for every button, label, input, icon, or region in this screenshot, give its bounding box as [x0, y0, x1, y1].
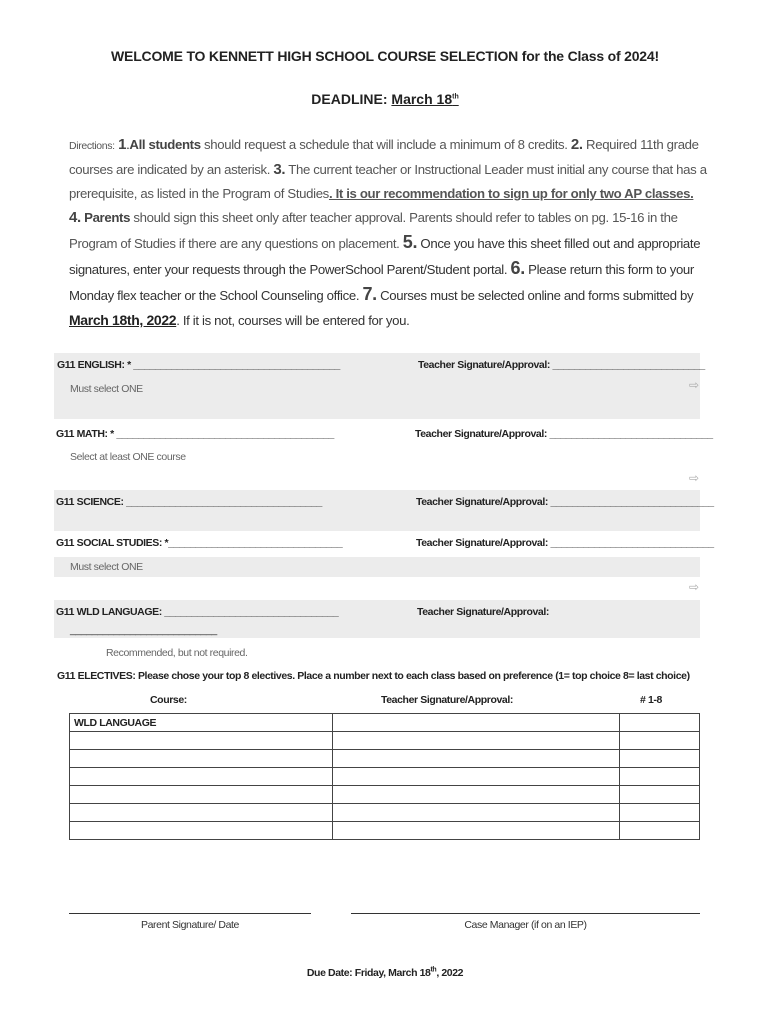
- deadline: [0, 91, 770, 107]
- science-course-field[interactable]: G11 SCIENCE: ____________________________________: [56, 496, 322, 508]
- rank-cell[interactable]: [620, 822, 700, 840]
- course-cell[interactable]: [70, 732, 333, 750]
- teacher-signature-cell[interactable]: [332, 786, 619, 804]
- parent-signature-line[interactable]: [69, 913, 311, 914]
- table-row: [70, 750, 700, 768]
- math-note: Select at least ONE course: [70, 451, 186, 463]
- rank-cell[interactable]: [620, 732, 700, 750]
- step-6-text: Please return this form to your Monday flex teacher or the School Counseling office.: [69, 262, 694, 303]
- step-1-text: should request a schedule that will include a minimum of 8 credits.: [200, 137, 571, 152]
- step-2-number: 2.: [570, 136, 583, 153]
- wld-note: Recommended, but not required.: [106, 647, 248, 659]
- step-1-emphasis: All students: [129, 137, 201, 152]
- deadline-date: March 18th: [391, 91, 459, 107]
- ap-recommendation: . It is our recommendation to sign up for only two AP classes.: [328, 186, 694, 201]
- rank-cell[interactable]: [620, 804, 700, 822]
- right-arrow-icon: ⇨: [689, 471, 700, 485]
- teacher-signature-cell[interactable]: [332, 768, 619, 786]
- social-studies-note-band: [54, 557, 700, 577]
- step-7-number: 7.: [362, 284, 377, 304]
- course-cell[interactable]: [70, 768, 333, 786]
- step-3-number: 3.: [273, 161, 286, 178]
- rank-cell[interactable]: [620, 750, 700, 768]
- electives-instructions: G11 ELECTIVES: Please chose your top 8 electives. Place a number next to each class based on preference (1= top choice 8= last choice): [57, 670, 690, 682]
- english-note: Must select ONE: [70, 383, 143, 395]
- wld-teacher-signature[interactable]: Teacher Signature/Approval:: [417, 606, 549, 618]
- table-row: [70, 804, 700, 822]
- course-cell[interactable]: WLD LANGUAGE: [70, 714, 333, 732]
- table-row: [70, 822, 700, 840]
- table-row: [70, 732, 700, 750]
- social-studies-teacher-signature[interactable]: Teacher Signature/Approval: ______________________________: [416, 537, 714, 549]
- right-arrow-icon: ⇨: [689, 378, 700, 392]
- wld-course-field[interactable]: G11 WLD LANGUAGE: ________________________________: [56, 606, 339, 618]
- table-row: [70, 768, 700, 786]
- step-6-number: 6.: [510, 258, 525, 278]
- course-cell[interactable]: [70, 786, 333, 804]
- course-cell[interactable]: [70, 822, 333, 840]
- course-cell[interactable]: [70, 750, 333, 768]
- step-7-end: . If it is not, courses will be entered for you.: [176, 313, 410, 328]
- step-2-text: Required 11th grade courses are indicated by an asterisk.: [69, 137, 699, 177]
- col-course-header: Course:: [150, 694, 187, 706]
- teacher-signature-cell[interactable]: [332, 714, 619, 732]
- electives-table: [69, 713, 700, 840]
- case-manager-signature-line[interactable]: [351, 913, 700, 914]
- rank-cell[interactable]: [620, 714, 700, 732]
- rank-cell[interactable]: [620, 768, 700, 786]
- right-arrow-icon: ⇨: [689, 580, 700, 594]
- step-3-text: The current teacher or Instructional Leader must initial any course that has a prerequisite, as listed in the Program of Studies: [69, 162, 707, 201]
- parent-signature-label: Parent Signature/ Date: [140, 919, 239, 931]
- directions-paragraph: Directions: 1.All students should request a schedule that will include a minimum of 8 credits. 2. Required 11th grade courses are indicated by an asterisk. 3. The current teacher or Instructional Leader must initial any course that has a prerequisite, as listed in the Program of Studies. It is our recommendation to sign up for only two AP classes. 4. Parents should sign this sheet only after teacher approval. Parents should refer to tables on pg. 15-16 in the Program of Studies if there are any questions on placement. 5. Once you have this sheet filled out and appropriate signatures, enter your requests through the PowerSchool Parent/Student portal. 6. Please return this form to your Monday flex teacher or the School Counseling office. 7. Courses must be selected online and forms submitted by March 18th, 2022. If it is not, courses will be entered for you.: [69, 136, 707, 328]
- step-4-number: 4.: [69, 209, 81, 226]
- science-teacher-signature[interactable]: Teacher Signature/Approval: ______________________________: [416, 496, 714, 508]
- step-5-text: Once you have this sheet filled out and appropriate signatures, enter your requests through the PowerSchool Parent/Student portal.: [69, 236, 701, 277]
- col-rank-header: # 1-8: [640, 694, 662, 706]
- english-teacher-signature[interactable]: Teacher Signature/Approval: ____________________________: [418, 359, 705, 371]
- rank-cell[interactable]: [620, 786, 700, 804]
- step-1-number: 1: [118, 136, 127, 153]
- social-studies-note: Must select ONE: [70, 561, 143, 573]
- page-title: WELCOME TO KENNETT HIGH SCHOOL COURSE SELECTION for the Class of 2024!: [111, 48, 659, 64]
- teacher-signature-cell[interactable]: [332, 822, 619, 840]
- english-course-field[interactable]: G11 ENGLISH: * ______________________________________: [57, 359, 340, 371]
- submission-date: March 18th, 2022: [69, 312, 177, 328]
- col-teacher-header: Teacher Signature/Approval:: [381, 694, 513, 706]
- teacher-signature-cell[interactable]: [332, 732, 619, 750]
- step-4-text: should sign this sheet only after teacher approval. Parents should refer to tables on pg. 15-16 in the Program of Studies if there are any questions on placement.: [69, 210, 678, 251]
- table-row: [70, 714, 700, 732]
- table-row: [70, 786, 700, 804]
- math-teacher-signature[interactable]: Teacher Signature/Approval: ______________________________: [415, 428, 713, 440]
- case-manager-label: Case Manager (if on an IEP): [464, 919, 587, 931]
- step-4-emphasis: Parents: [80, 210, 131, 225]
- social-studies-course-field[interactable]: G11 SOCIAL STUDIES: *________________________________: [56, 537, 343, 549]
- course-cell[interactable]: [70, 804, 333, 822]
- teacher-signature-cell[interactable]: [332, 750, 619, 768]
- directions-label: Directions:: [69, 140, 115, 152]
- wld-signature-line[interactable]: ___________________________: [70, 624, 217, 636]
- math-course-field[interactable]: G11 MATH: * ________________________________________: [56, 428, 334, 440]
- deadline-label: DEADLINE:: [311, 91, 388, 107]
- due-date: Due Date: Friday, March 18th, 2022: [306, 966, 464, 979]
- teacher-signature-cell[interactable]: [332, 804, 619, 822]
- step-5-number: 5.: [402, 232, 418, 252]
- step-7-text: Courses must be selected online and forms submitted by: [376, 288, 694, 303]
